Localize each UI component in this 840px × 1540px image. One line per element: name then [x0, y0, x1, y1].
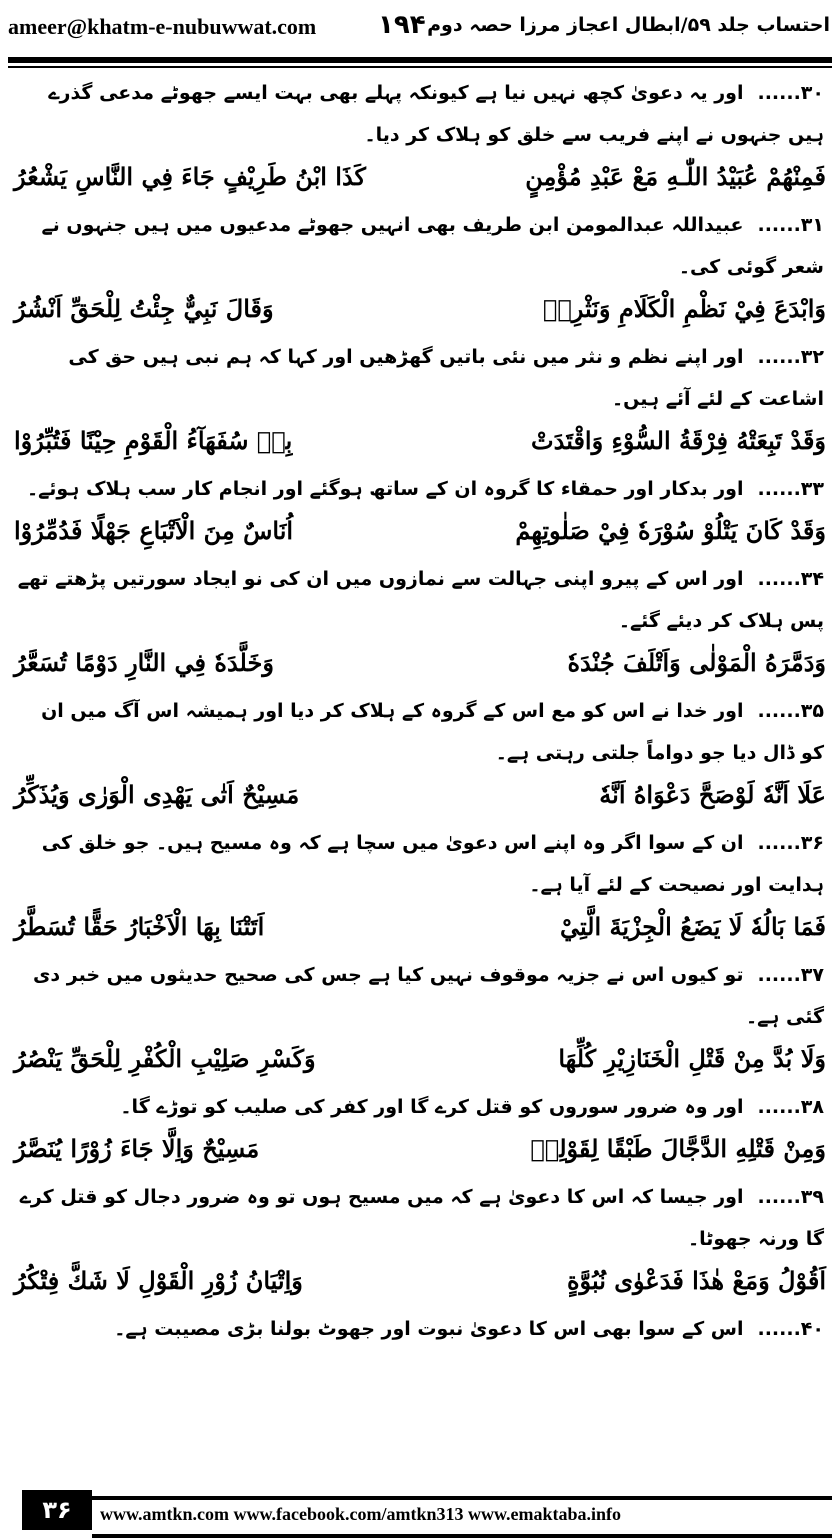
- verse-number: ۳۳......: [757, 478, 824, 500]
- translation-text: ان کے سوا اگر وہ اپنے اس دعویٰ میں سچا ہے کہ وہ مسیح ہیں۔ جو خلق کی ہدایت اور نصیحت کے لئے آیا ہے۔: [41, 832, 824, 896]
- translation-paragraph: [10, 558, 830, 642]
- verse-line: [10, 420, 830, 468]
- translation-text: اور یہ دعویٰ کچھ نہیں نیا ہے کیونکہ پہلے بھی بہت ایسے جھوٹے مدعی گذرے ہیں جنہوں نے اپنے فریب سے خلق کو ہلاک کر دیا۔: [48, 82, 824, 146]
- verse-first-hemistich: وَدَمَّرَهُ الْمَوْلٰى وَاَتْلَفَ جُنْدَهٗ: [567, 648, 826, 677]
- translation-paragraph: [10, 468, 830, 510]
- page-header: [0, 0, 840, 60]
- translation-text: اور خدا نے اس کو مع اس کے گروہ کے ہلاک کر دیا اور ہمیشہ اس آگ میں ان کو ڈال دیا جو دواماً جلتی رہتی ہے۔: [41, 700, 824, 764]
- page-body: [10, 72, 830, 1472]
- verse-number: ۴۰......: [757, 1318, 824, 1340]
- verse-second-hemistich: بِهٖ سُفَهَآءُ الْقَوْمِ حِيْنًا فَتُبِّرُوْا: [14, 426, 293, 455]
- translation-text: اور اس کے پیرو اپنی جہالت سے نمازوں میں ان کی نو ایجاد سورتیں پڑھتے تھے پس ہلاک کر دیئے گئے۔: [17, 568, 824, 632]
- translation-text: اور اپنے نظم و نثر میں نئی باتیں گھڑھیں اور کہا کہ ہم نبی ہیں حق کی اشاعت کے لئے آئے ہیں۔: [68, 346, 824, 410]
- verse-number: ۳۸......: [757, 1096, 824, 1118]
- verse-second-hemistich: وَخَلَّدَهٗ فِي النَّارِ دَوْمًا تُسَعَّرُ: [14, 648, 274, 677]
- verse-number: ۳۶......: [757, 832, 824, 854]
- verse-line: [10, 156, 830, 204]
- verse-number: ۳۹......: [757, 1186, 824, 1208]
- verse-first-hemistich: وَقَدْ تَبِعَتْهُ فِرْقَةُ السُّوْءِ وَاقْتَدَتْ: [531, 426, 826, 455]
- verse-first-hemistich: فَمِنْهُمْ عُبَيْدُ اللّٰـهِ مَعْ عَبْدِ مُؤْمِنٍ: [525, 162, 826, 191]
- verse-line: [10, 510, 830, 558]
- footer-links: www.amtkn.com www.facebook.com/amtkn313 www.emaktaba.info: [100, 1504, 621, 1524]
- verse-first-hemistich: وَلَا بُدَّ مِنْ قَتْلِ الْخَنَازِيْرِ كُلِّهَا: [558, 1044, 826, 1073]
- verse-second-hemistich: وَاِتْيَانُ زُوْرِ الْقَوْلِ لَا شَكَّ فِتْكُرُ: [14, 1266, 303, 1295]
- page-footer: [0, 1490, 840, 1540]
- verse-second-hemistich: مَسِيْحٌ وَاِلَّا جَاءَ زُوْرًا يُنَصَّرُ: [14, 1134, 260, 1163]
- verse-line: [10, 288, 830, 336]
- verse-number: ۳۲......: [757, 346, 824, 368]
- verse-number: ۳۱......: [757, 214, 824, 236]
- verse-line: [10, 774, 830, 822]
- header-email: ameer@khatm-e-nubuwwat.com: [8, 14, 317, 39]
- verse-number: ۳۷......: [757, 964, 824, 986]
- verse-line: [10, 1038, 830, 1086]
- translation-paragraph: [10, 336, 830, 420]
- translation-paragraph: [10, 954, 830, 1038]
- verse-first-hemistich: وَقَدْ كَانَ يَتْلُوْ سُوْرَهٗ فِيْ صَلٰوتِهِمْ: [515, 516, 826, 545]
- translation-paragraph: [10, 72, 830, 156]
- verse-number: ۳۴......: [757, 568, 824, 590]
- verse-second-hemistich: كَذَا ابْنُ طَرِيْفٍ جَاءَ فِي النَّاسِ يَشْعُرُ: [14, 162, 366, 191]
- header-rule-thick: [8, 57, 832, 63]
- verse-second-hemistich: اَتَتْنَا بِهَا الْاَخْبَارُ حَقًّا تُسَطَّرُ: [14, 912, 265, 941]
- translation-paragraph: [10, 1176, 830, 1260]
- verse-number: ۳۰......: [757, 82, 824, 104]
- translation-text: اور بدکار اور حمقاء کا گروہ ان کے ساتھ ہوگئے اور انجام کار سب ہلاک ہوئے۔: [26, 478, 744, 500]
- translation-paragraph: [10, 690, 830, 774]
- translation-text: اور وہ ضرور سوروں کو قتل کرے گا اور کفر کی صلیب کو توڑے گا۔: [120, 1096, 744, 1118]
- verse-first-hemistich: اَقُوْلُ وَمَعْ هٰذَا فَدَعْوٰى نُبُوَّةٍ: [566, 1266, 826, 1295]
- verse-line: [10, 1260, 830, 1308]
- translation-text: تو کیوں اس نے جزیہ موقوف نہیں کیا ہے جس کی صحیح حدیثوں میں خبر دی گئی ہے۔: [33, 964, 824, 1028]
- verse-line: [10, 906, 830, 954]
- translation-text: اس کے سوا بھی اس کا دعویٰ نبوت اور جھوٹ بولنا بڑی مصیبت ہے۔: [114, 1318, 744, 1340]
- verse-second-hemistich: وَقَالَ نَبِيٌّ جِئْتُ لِلْحَقِّ اَنْشُرُ: [14, 294, 274, 323]
- translation-paragraph: [10, 1308, 830, 1350]
- verse-line: [10, 642, 830, 690]
- verse-first-hemistich: وَابْدَعَ فِيْ نَظْمِ الْكَلَامِ وَنَثْرِهٖ: [542, 294, 826, 323]
- verse-line: [10, 1128, 830, 1176]
- verse-first-hemistich: فَمَا بَالُهٗ لَا يَضَعُ الْجِزْيَةَ الَّتِيْ: [559, 912, 826, 941]
- verse-second-hemistich: مَسِيْحٌ اَتٰى يَهْدِى الْوَرٰى وَيُذَكِّرُ: [14, 780, 300, 809]
- verse-first-hemistich: عَلَا اَنَّهٗ لَوْصَحَّ دَعْوَاهُ اَنَّهٗ: [599, 780, 826, 809]
- verse-second-hemistich: اُنَاسٌ مِنَ الْاَتْبَاعِ جَهْلًا فَدُمِّرُوْا: [14, 516, 294, 545]
- footer-page-number: ۳۶: [22, 1490, 92, 1530]
- verse-first-hemistich: وَمِنْ قَتْلِهِ الدَّجَّالَ طَبْقًا لِقَوْلِهٖ: [530, 1134, 826, 1163]
- header-book-title: احتساب جلد ۵۹/ابطال اعجاز مرزا حصہ دوم: [427, 14, 830, 36]
- header-rule-thin: [8, 66, 832, 68]
- translation-paragraph: [10, 204, 830, 288]
- translation-paragraph: [10, 1086, 830, 1128]
- verse-number: ۳۵......: [757, 700, 824, 722]
- translation-text: عبیداللہ عبدالمومن ابن طریف بھی انہیں جھوٹے مدعیوں میں ہیں جنہوں نے شعر گوئی کی۔: [41, 214, 824, 278]
- translation-paragraph: [10, 822, 830, 906]
- translation-text: اور جیسا کہ اس کا دعویٰ ہے کہ میں مسیح ہوں تو وہ ضرور دجال کو قتل کرے گا ورنہ جھوٹا۔: [19, 1186, 824, 1250]
- verse-second-hemistich: وَكَسْرِ صَلِيْبِ الْكُفْرِ لِلْحَقِّ يَنْصُرُ: [14, 1044, 316, 1073]
- header-page-number: ۱۹۴: [378, 10, 426, 40]
